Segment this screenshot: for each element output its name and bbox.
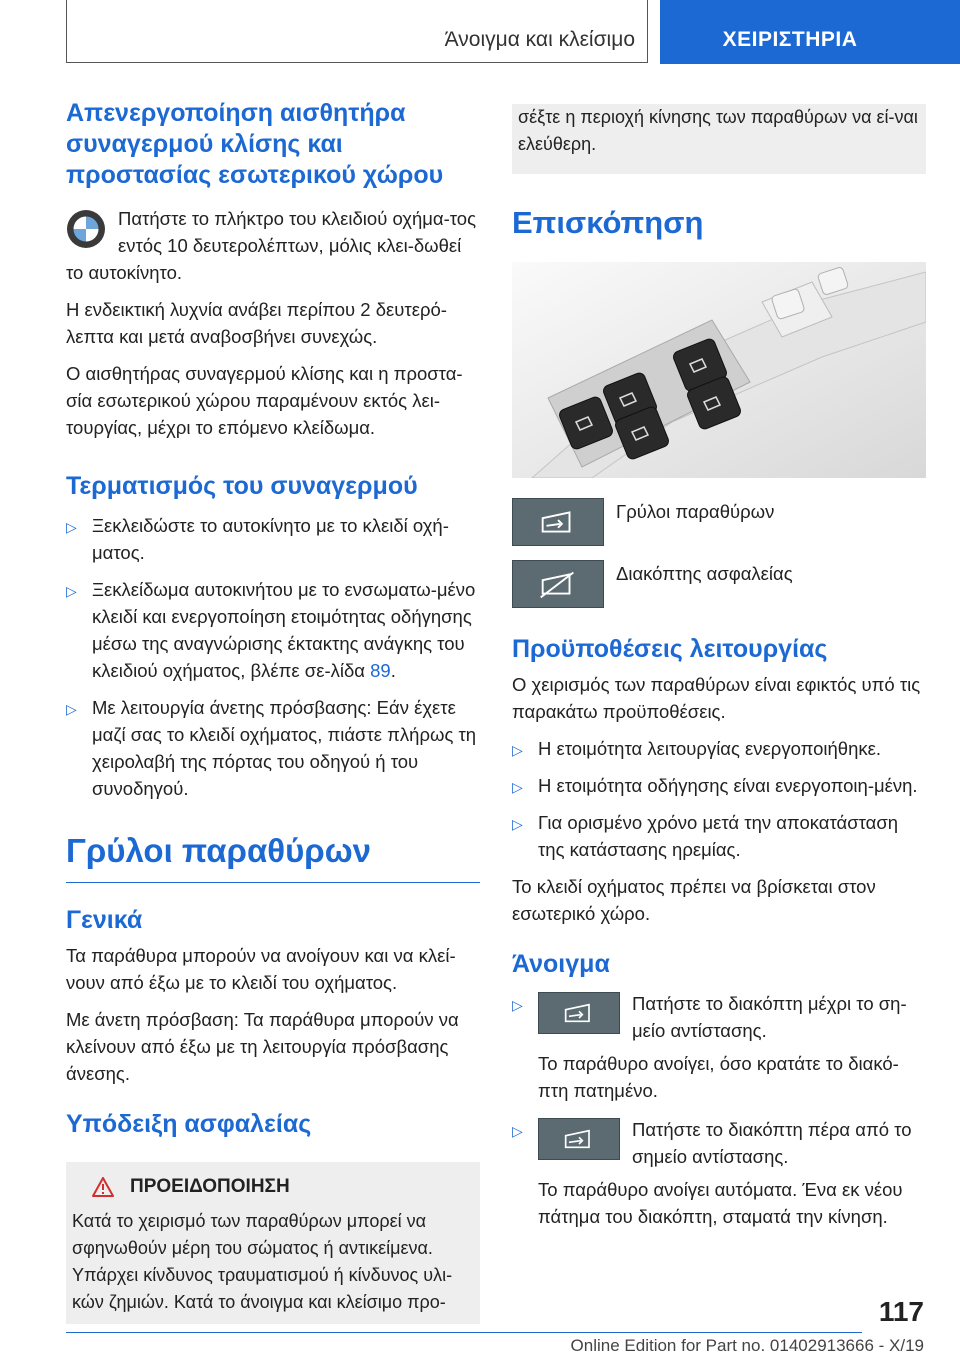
triangle-bullet-icon: ▷: [512, 779, 523, 795]
legend-window-lifter: [512, 498, 926, 546]
bmw-key-icon: [66, 209, 106, 249]
warning-title: ΠΡΟΕΙΔΟΠΟΙΗΣΗ: [130, 1176, 290, 1197]
safety-switch-icon: [512, 560, 604, 608]
triangle-bullet-icon: ▷: [66, 701, 77, 717]
chapter-title: Γρύλοι παραθύρων: [66, 832, 480, 883]
opening-step-1: Πατήστε το διακόπτη μέχρι το ση-μείο αντίστασης.: [632, 993, 907, 1041]
paragraph-indicator-light: Η ενδεικτική λυχνία ανάβει περίπου 2 δευτερό-λεπτα και μετά αναβοσβήνει συνεχώς.: [66, 299, 447, 347]
header-section-box: [66, 0, 648, 63]
paragraph-conditions: Ο χειρισμός των παραθύρων είναι εφικτός υπό τις παρακάτω προϋποθέσεις.: [512, 674, 921, 722]
page-header: [0, 0, 960, 64]
heading-opening: Άνοιγμα: [512, 950, 610, 978]
window-lifter-icon: [538, 1118, 620, 1160]
triangle-bullet-icon: ▷: [512, 997, 523, 1013]
legend-window-lifter-label: Γρύλοι παραθύρων: [616, 501, 775, 522]
list-item: ▷ Με λειτουργία άνετης πρόσβασης: Εάν έχετε μαζί σας το κλειδί οχήματος, πιάστε πλήρως τη χειρολαβή της πόρτας του οδηγού ή του συνοδηγού.: [66, 697, 477, 799]
footer-divider: [66, 1332, 862, 1333]
list-item: ▷ Η ετοιμότητα λειτουργίας ενεργοποιήθηκε.: [512, 735, 926, 762]
heading-general: Γενικά: [66, 906, 143, 934]
warning-text: Κατά το χειρισμό των παραθύρων μπορεί να σφηνωθούν μέρη του σώματος ή αντικείμενα. Υπάρχει κίνδυνος τραυματισμού ή κίνδυνος υλι-κών ζημιών. Κατά το άνοιγμα και κλείσιμο προ-: [72, 1211, 453, 1312]
heading-safety-note: Υπόδειξη ασφαλείας: [66, 1110, 312, 1138]
list-item: [512, 1116, 926, 1230]
footer-edition: Online Edition for Part no. 01402913666 - X/19: [570, 1336, 924, 1355]
right-column: [512, 104, 926, 1230]
triangle-bullet-icon: ▷: [512, 816, 523, 832]
paragraph-sensors-off: Ο αισθητήρας συναγερμού κλίσης και η προστα-σία εσωτερικού χώρου παραμένουν εκτός λει-τουργίας, μέχρι το επόμενο κλείδωμα.: [66, 363, 463, 438]
paragraph-press-key: Πατήστε το πλήκτρο του κλειδιού οχήμα-τος εντός 10 δευτερολέπτων, μόλις κλει-δωθεί το αυτοκίνητο.: [66, 208, 477, 283]
legend-safety-switch: [512, 560, 926, 608]
list-item: ▷ Για ορισμένο χρόνο μετά την αποκατάσταση της κατάστασης ηρεμίας.: [512, 812, 899, 860]
list-item: ▷ Ξεκλειδώστε το αυτοκίνητο με το κλειδί οχή-ματος.: [66, 515, 449, 563]
triangle-bullet-icon: ▷: [66, 519, 77, 535]
opening-step-1-result: Το παράθυρο ανοίγει, όσο κρατάτε το διακό-πτη πατημένο.: [538, 1053, 899, 1101]
heading-deactivate-sensors: Απενεργοποίηση αισθητήρα συναγερμού κλίσης και προστασίας εσωτερικού χώρου: [66, 99, 444, 189]
conditions-list: [512, 735, 926, 863]
warning-header: [72, 1176, 474, 1198]
paragraph-general-1: Τα παράθυρα μπορούν να ανοίγουν και να κλεί-νουν από έξω με το κλειδί του οχήματος.: [66, 945, 456, 993]
paragraph-general-2: Με άνετη πρόσβαση: Τα παράθυρα μπορούν να κλείνουν από έξω με τη λειτουργία πρόσβασης άνεσης.: [66, 1009, 459, 1084]
page-link[interactable]: 89: [370, 660, 391, 681]
legend-safety-switch-label: Διακόπτης ασφαλείας: [616, 563, 793, 584]
opening-step-2: Πατήστε το διακόπτη πέρα από το σημείο αντίστασης.: [632, 1119, 912, 1167]
triangle-bullet-icon: ▷: [512, 1123, 523, 1139]
header-section-title: Άνοιγμα και κλείσιμο: [444, 28, 635, 51]
heading-stop-alarm: Τερματισμός του συναγερμού: [66, 472, 418, 500]
warning-box: [66, 1162, 480, 1324]
triangle-bullet-icon: ▷: [66, 583, 77, 599]
triangle-bullet-icon: ▷: [512, 742, 523, 758]
list-item: [512, 990, 926, 1104]
list-item: ▷ Ξεκλείδωμα αυτοκινήτου με το ενσωματω-μένο κλειδί και ενεργοποίηση ετοιμότητας οδήγησης μέσω της αναγνώρισης έκτακτης ανάγκης του κλειδιού οχήματος, βλέπε σε-λίδα 89.: [66, 579, 476, 681]
list-item: ▷ Η ετοιμότητα οδήγησης είναι ενεργοποιη-μένη.: [512, 772, 926, 799]
left-column: [66, 98, 480, 1324]
stop-alarm-steps: [66, 512, 480, 802]
header-chapter-tab[interactable]: [660, 0, 960, 64]
opening-step-2-result: Το παράθυρο ανοίγει αυτόματα. Ένα εκ νέου πάτημα του διακόπτη, σταματά την κίνηση.: [538, 1179, 903, 1227]
heading-overview: Επισκόπηση: [512, 205, 704, 240]
warning-text-continued: σέξτε η περιοχή κίνησης των παραθύρων να εί-ναι ελεύθερη.: [518, 107, 918, 154]
window-lifter-icon: [512, 498, 604, 546]
warning-box-continued: [512, 104, 926, 174]
window-lifter-icon: [538, 992, 620, 1034]
window-switches-photo: [512, 262, 926, 478]
warning-triangle-icon: [92, 1177, 114, 1197]
key-instruction: [66, 205, 480, 286]
heading-conditions: Προϋποθέσεις λειτουργίας: [512, 635, 828, 663]
paragraph-key-inside: Το κλειδί οχήματος πρέπει να βρίσκεται στον εσωτερικό χώρο.: [512, 876, 876, 924]
header-chapter-label: ΧΕΙΡΙΣΤΗΡΙΑ: [722, 28, 858, 51]
opening-steps: [512, 990, 926, 1230]
page-number: 117: [878, 1296, 924, 1327]
